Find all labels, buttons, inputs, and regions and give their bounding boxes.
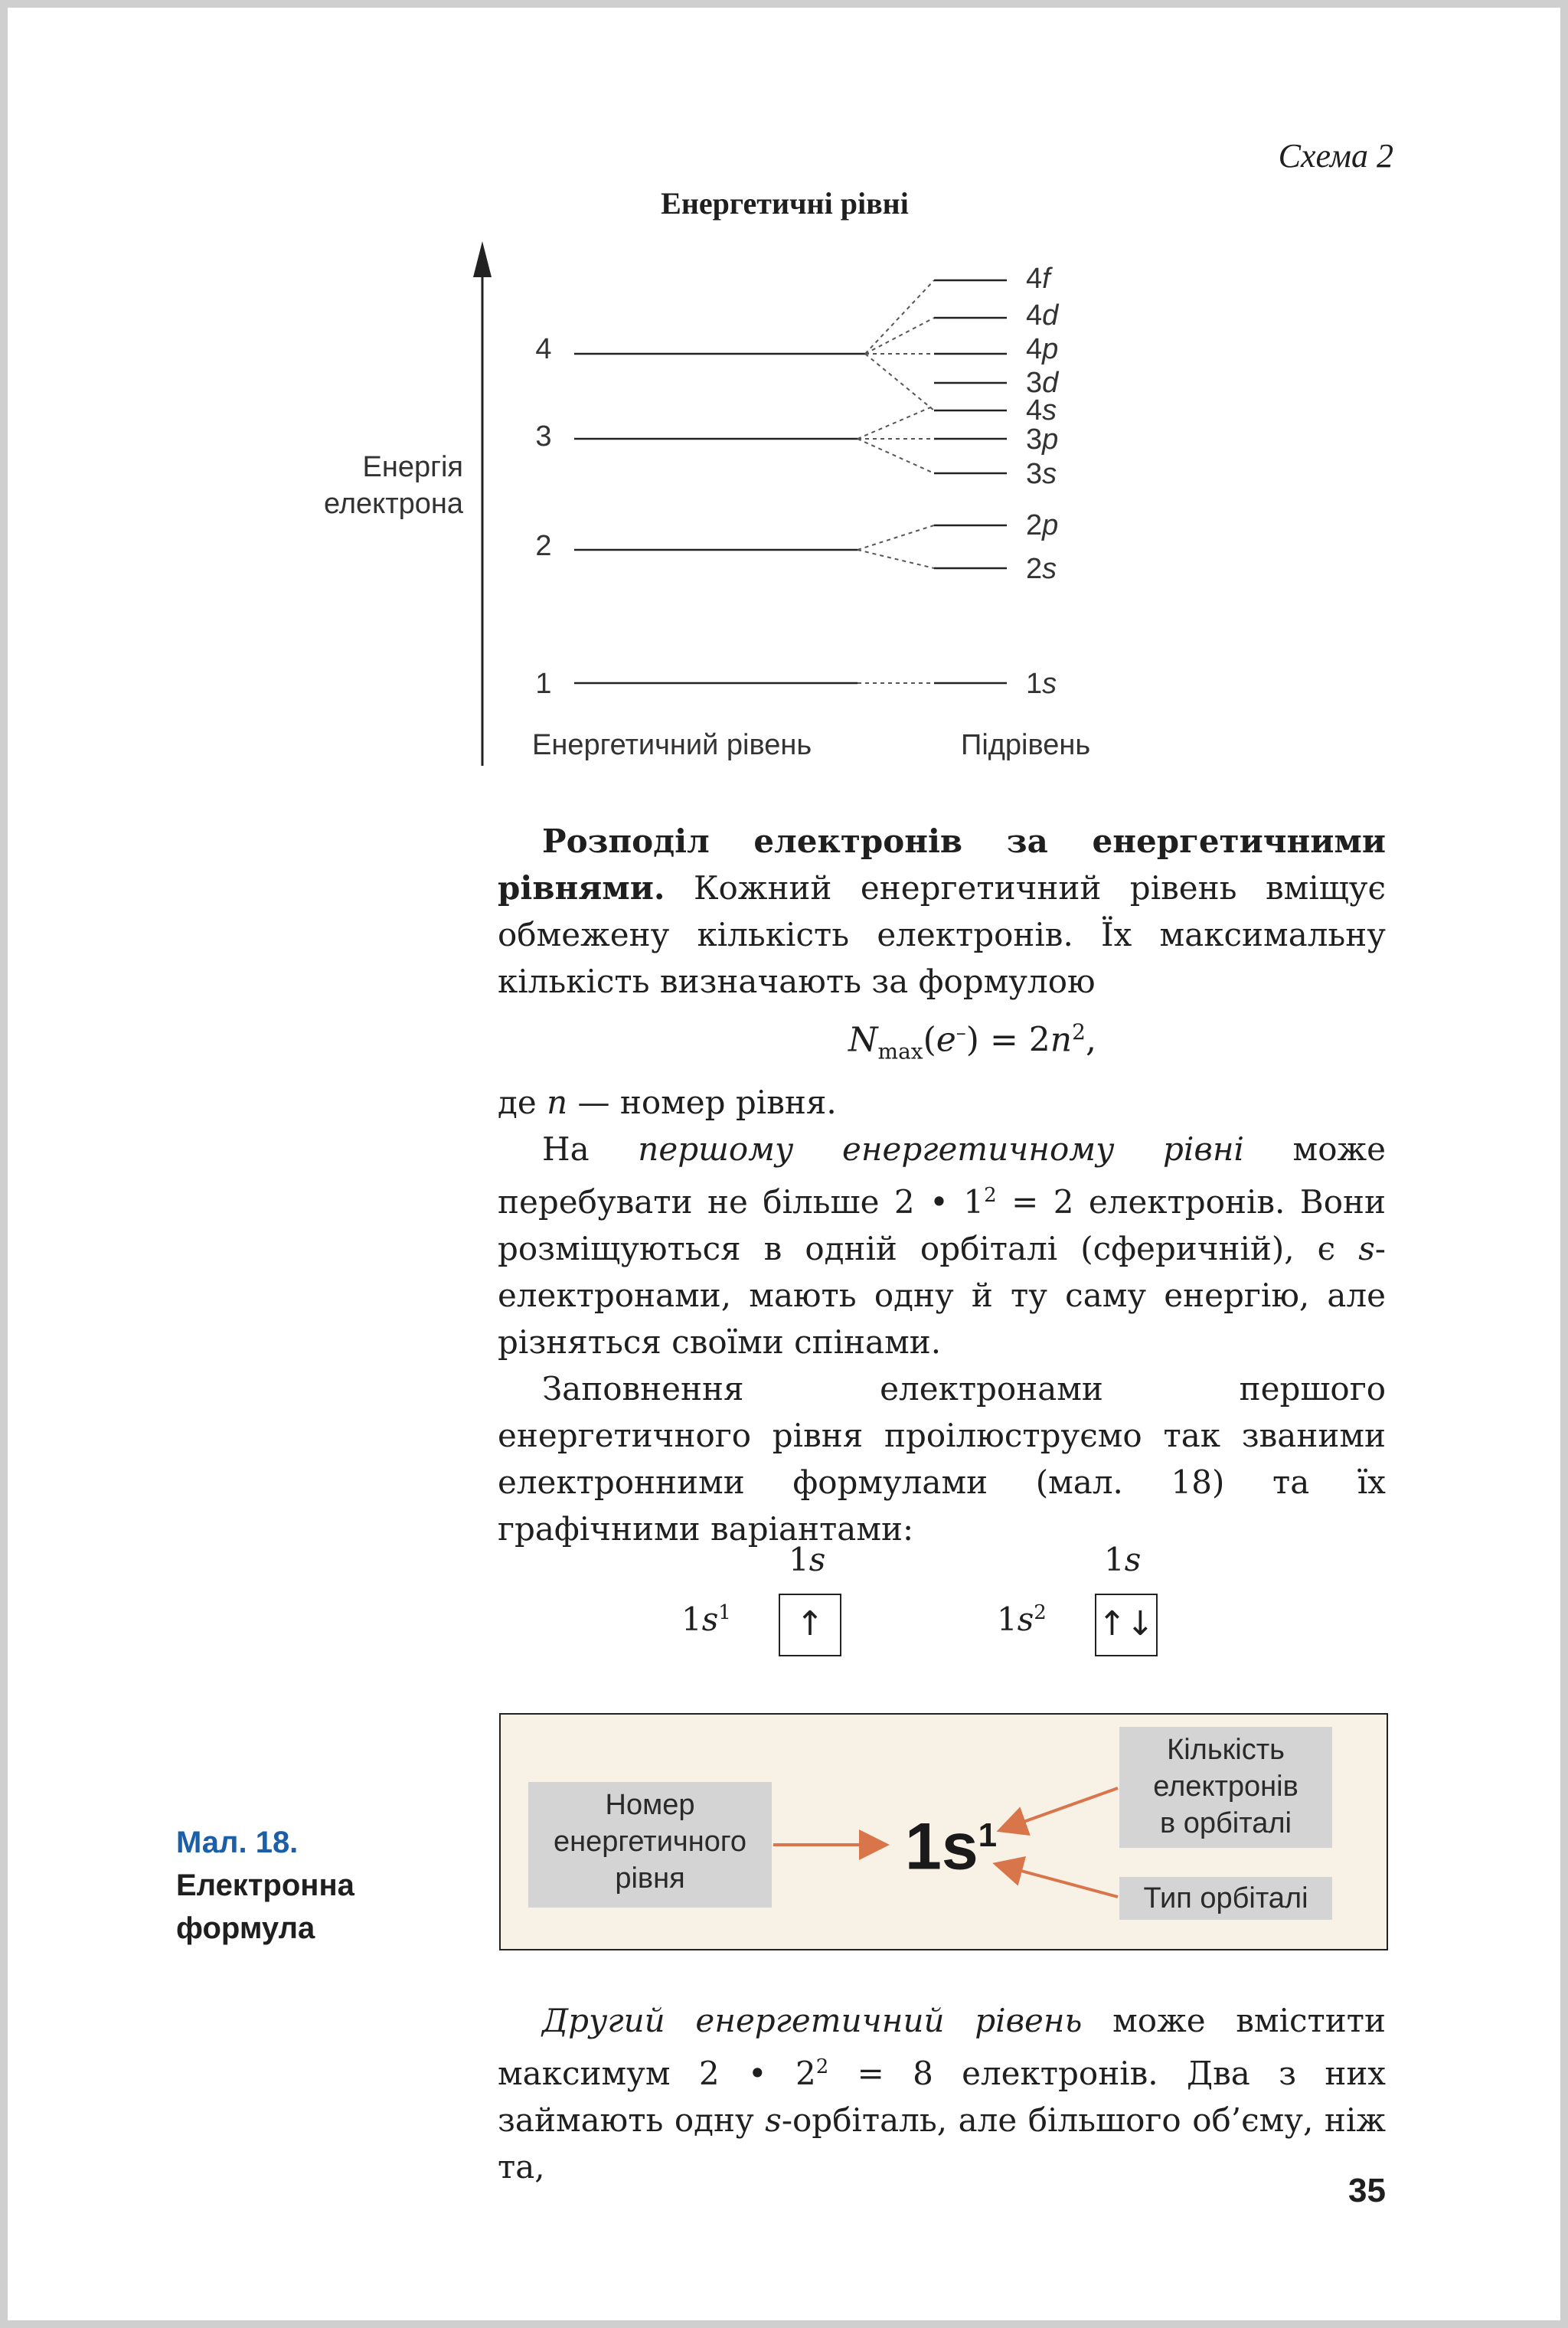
scheme-title: Енергетичні рівні [661, 186, 909, 221]
sublevel-label-4s: 4s [1026, 394, 1057, 427]
orbital-a-formula: $1s^1$ [681, 1600, 731, 1638]
figure-caption-number: Мал. 18. [176, 1826, 299, 1859]
footer-energy-level: Енергетичний рівень [532, 729, 812, 761]
sublevel-label-4f: 4f [1026, 263, 1050, 295]
closing-text [498, 1997, 1386, 2190]
box-level-number: Номер енергетичного рівня [528, 1782, 772, 1908]
level-number-1: 1 [535, 668, 552, 700]
figure-electron-formula [499, 1713, 1388, 1950]
arrow-count [1002, 1788, 1118, 1829]
axis-label-line1: Енергія [362, 451, 463, 483]
box-electron-count: Кількість електронів в орбіталі [1119, 1727, 1332, 1848]
sublevel-lines [934, 280, 1007, 683]
sublevel-label-1s: 1s [1026, 668, 1057, 700]
sublevel-label-3s: 3s [1026, 458, 1057, 490]
paragraph-filling: Заповнення електронами першого енергетичного рівня проілюструємо так званими електронними формулами (мал. 18) та їх графічними варіантами: [498, 1370, 1386, 1548]
axis-label-line2: електрона [323, 488, 463, 520]
paragraph-distribution: Розподіл електронів за енергетичними рівнями. Кожний енергетичний рівень вміщує обмежену кількість електронів. Їх максимальну кількість визначають за формулою [498, 822, 1386, 1000]
scheme-label: Схема 2 [1278, 137, 1393, 175]
figure-arrows [501, 1715, 1387, 1949]
sublevel-connectors [858, 280, 934, 683]
energy-axis [473, 241, 492, 766]
arrow-type [998, 1865, 1118, 1897]
figure-caption-line2: формула [176, 1911, 315, 1945]
box-orbital-type: Тип орбіталі [1119, 1877, 1332, 1920]
orbital-a-label: 1s [789, 1541, 826, 1578]
formula-nmax: $N_{max}(e^-) = 2n^2$, [848, 1019, 1096, 1064]
main-text [498, 818, 1386, 1552]
sublevel-label-4p: 4p [1026, 333, 1059, 365]
paragraph-n-def: де n — номер рівня. [498, 1084, 837, 1122]
formula-1s1: $1s^1$ [905, 1810, 998, 1884]
energy-level-diagram [8, 8, 1560, 804]
sublevel-label-3d: 3d [1026, 367, 1059, 399]
level-number-3: 3 [535, 420, 552, 453]
page-number: 35 [1348, 2172, 1386, 2209]
figure-caption-line1: Електронна [176, 1869, 354, 1902]
sublevel-label-2s: 2s [1026, 553, 1057, 585]
orbital-a-box: ↑ [779, 1594, 841, 1656]
sublevel-label-2p: 2p [1026, 509, 1059, 541]
footer-sublevel: Підрівень [961, 729, 1091, 761]
paragraph-first-level: На першому енергетичному рівні може перебувати не більше 2 • $1^2 = 2$ електронів. Вони розміщуються в одній орбіталі (сферичній), є s-електронами, мають одну й ту саму енергію, але різняться своїми спінами. [498, 1130, 1386, 1362]
section-heading: Розподіл електронів за енергетичними рівнями. [498, 822, 1386, 907]
orbital-b-box: ↑↓ [1095, 1594, 1158, 1656]
level-number-2: 2 [535, 530, 552, 562]
textbook-page [8, 8, 1560, 2320]
orbital-b-label: 1s [1104, 1541, 1142, 1578]
sublevel-label-4d: 4d [1026, 299, 1059, 332]
sublevel-label-3p: 3p [1026, 423, 1059, 456]
orbital-b-formula: $1s^2$ [997, 1600, 1047, 1638]
paragraph-second-level: Другий енергетичний рівень може вмістити максимум 2 • $2^2 = 8$ електронів. Два з них займають одну s-орбіталь, але більшого об’єму, ніж та, [498, 2002, 1386, 2186]
level-number-4: 4 [535, 333, 552, 365]
